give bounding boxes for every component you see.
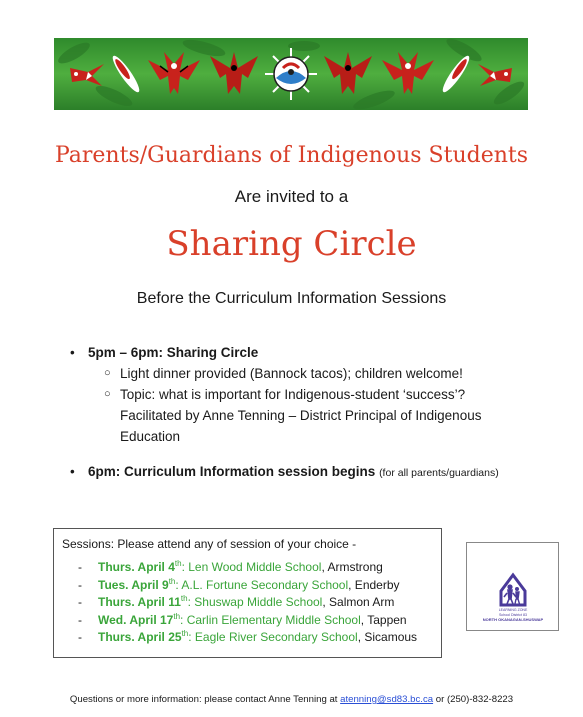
agenda-item-note: (for all parents/guardians) (379, 467, 499, 479)
sessions-box (53, 528, 442, 658)
session-day: Thurs. April 11 (98, 595, 181, 609)
session-day: Thurs. April 4 (98, 560, 175, 574)
session-school: : Eagle River Secondary School (188, 630, 358, 644)
bullet-icon: • (70, 464, 75, 479)
session-school: : Shuswap Middle School (187, 595, 323, 609)
logo-district-region: NORTH OKANAGAN-SHUSWAP (482, 617, 544, 622)
event-subtitle: Before the Curriculum Information Sessions (136, 290, 447, 307)
school-district-logo-icon (467, 543, 560, 632)
header-banner (54, 38, 528, 110)
agenda-list (66, 342, 546, 484)
session-day-suffix: th (174, 559, 182, 568)
audience-heading: Parents/Guardians of Indigenous Students (54, 143, 529, 168)
session-town: , Salmon Arm (322, 595, 395, 609)
logo-tag: LEARNING ZONE (498, 608, 528, 612)
invite-line: Are invited to a (234, 187, 349, 206)
banner-artwork (54, 38, 528, 110)
contact-email-link[interactable]: atenning@sd83.bc.ca (340, 694, 434, 705)
medicine-wheel-icon (265, 48, 317, 100)
circle-bullet-icon: ○ (104, 367, 111, 379)
list-item (66, 363, 546, 384)
feather-icon (439, 53, 472, 95)
list-item (66, 461, 546, 484)
dash-icon: - (78, 577, 82, 592)
session-day-suffix: th (168, 576, 176, 586)
dash-icon: - (78, 595, 82, 609)
agenda-sub-continuation (66, 426, 546, 447)
agenda-sub-text: Light dinner provided (Bannock tacos); children welcome! (120, 366, 463, 381)
session-town: , Armstrong (321, 560, 383, 574)
session-town: , Enderby (348, 577, 400, 592)
dash-icon: - (78, 560, 82, 574)
list-item (66, 384, 546, 405)
table-row (62, 559, 433, 577)
session-day: Thurs. April 25 (98, 630, 182, 644)
hummingbird-icon (478, 64, 512, 86)
event-title: Sharing Circle (166, 224, 417, 264)
contact-footer (0, 694, 583, 705)
agenda-item-label: 5pm – 6pm: Sharing Circle (88, 345, 259, 360)
feather-icon (109, 53, 142, 95)
bullet-icon: • (70, 345, 75, 360)
agenda-sub-text: Topic: what is important for Indigenous-student ‘success’? (120, 387, 466, 402)
session-town: , Sicamous (357, 630, 418, 644)
circle-bullet-icon: ○ (104, 388, 111, 400)
agenda-sub-continuation (66, 405, 546, 426)
session-school: : A.L. Fortune Secondary School (175, 577, 349, 592)
session-day-suffix: th (173, 611, 181, 621)
session-day: Wed. April 17 (98, 612, 174, 627)
footer-text: Questions or more information: please contact Anne Tenning at (69, 694, 338, 705)
eagle-icon (210, 52, 258, 94)
table-row (62, 577, 433, 595)
session-day: Tues. April 9 (98, 577, 169, 592)
footer-phone: or (250)-832-8223 (435, 694, 514, 705)
session-school: : Len Wood Middle School (181, 560, 322, 574)
table-row (62, 594, 433, 612)
list-item (66, 342, 546, 363)
sessions-title: Sessions: Please attend any of session of your choice - (62, 537, 357, 551)
agenda-item-label: 6pm: Curriculum Information session begins (88, 464, 376, 479)
district-logo (466, 542, 559, 631)
logo-district-name: School District 83 (499, 613, 527, 617)
table-row (62, 629, 433, 647)
thunderbird-icon (148, 52, 200, 94)
session-town: , Tappen (360, 612, 407, 627)
session-day-suffix: th (181, 629, 189, 638)
hummingbird-icon (70, 64, 104, 86)
eagle-icon (324, 52, 372, 94)
table-row (62, 612, 433, 630)
thunderbird-icon (382, 52, 434, 94)
agenda-sub-text: Facilitated by Anne Tenning – District Principal of Indigenous (120, 408, 482, 423)
session-day-suffix: th (180, 594, 188, 603)
session-school: : Carlin Elementary Middle School (180, 612, 361, 627)
agenda-sub-text: Education (120, 429, 181, 444)
dash-icon: - (78, 612, 82, 627)
dash-icon: - (78, 630, 82, 644)
